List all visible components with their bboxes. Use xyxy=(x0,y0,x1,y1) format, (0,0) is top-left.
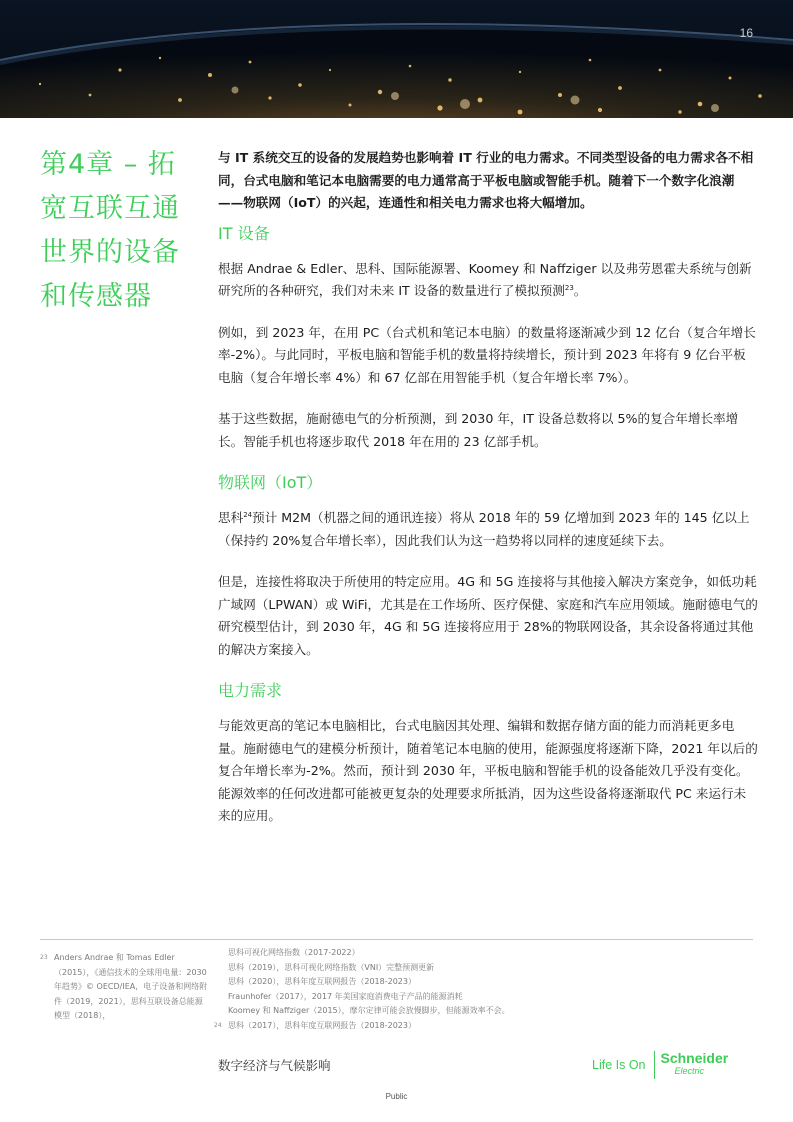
earth-at-night-image xyxy=(0,0,793,118)
iot-paragraph-2: 但是，连接性将取决于所使用的特定应用。4G 和 5G 连接将与其他接入解决方案竞争，如低功耗广域网（LPWAN）或 WiFi，尤其是在工作场所、医疗保健、家庭和汽车应用领域。施耐德电气的研究模型估计，到 2030 年，4G 和 5G 连接将应用于 28%的物联网设备，其余设备将通过其他的解决方案接入。 xyxy=(218,574,758,657)
intro-paragraph: 与 IT 系统交互的设备的发展趋势也影响着 IT 行业的电力需求。不同类型设备的电力需求各不相同，台式电脑和笔记本电脑需要的电力通常高于平板电脑或智能手机。随着下一个数字化浪潮——物联网（IoT）的兴起，连通性和相关电力需求也将大幅增加。 xyxy=(218,150,754,210)
it-paragraph-1: 根据 Andrae & Edler、思科、国际能源署、Koomey 和 Naffziger 以及弗劳恩霍夫系统与创新研究所的各种研究，我们对未来 IT 设备的数量进行了模拟预测$^{23}$。 xyxy=(218,260,752,298)
section-heading-it-devices: IT 设备 xyxy=(218,223,270,243)
chapter-title: 第4章 – 拓宽互联互通世界的设备和传感器 xyxy=(40,149,180,312)
footnote-ref-23[interactable]: 23 xyxy=(564,283,574,292)
page-number: 16 xyxy=(739,26,753,40)
brand-divider xyxy=(654,1051,655,1079)
classification-label: Public xyxy=(385,1092,408,1101)
it-paragraph-2: 例如，到 2023 年，在用 PC（台式机和笔记本电脑）的数量将逐渐减少到 12 亿台（复合年增长率-2%）。与此同时，平板电脑和智能手机的数量将持续增长，预计到 2023 年将有 9 亿台平板电脑（复合年增长率 4%）和 67 亿部在用智能手机（复合年增长率 7%）。 xyxy=(218,324,756,385)
footnote-ref-24[interactable]: 24 xyxy=(243,510,253,519)
main-content xyxy=(218,147,758,847)
section-heading-power-demand: 电力需求 xyxy=(218,681,283,700)
schneider-electric-logo: Schneider Electric xyxy=(660,1050,729,1076)
section-heading-iot: 物联网（IoT） xyxy=(218,473,323,492)
schneider-brand xyxy=(592,1050,728,1080)
footnote-mark-23: 23 xyxy=(40,954,48,961)
footnote-divider xyxy=(40,939,753,940)
footnote-mark-24: 24 xyxy=(214,1021,222,1029)
iot-paragraph-1: 思科$^{24}$预计 M2M（机器之间的通讯连接）将从 2018 年的 59 亿增加到 2023 年的 145 亿以上（保持约 20%复合年增长率），因此我们认为这一趋势将以同样的速度延续下去。 xyxy=(218,510,750,548)
footnote-23-right: 思科可视化网络指数（2017-2022） 思科（2019），思科可视化网络指数（VNI）完整预测更新 思科（2020），思科年度互联网报告（2018-2023） Fraunhofer（2017），2017 年美国家庭消费电子产品的能源消耗 Koomey 和 Naffziger（2015），摩尔定律可能会放慢脚步，但能源效率不会。 24 思科（2017），思科年度互联网报告（2018-2023） xyxy=(214,946,534,1033)
footnote-24: 24 思科（2017），思科年度互联网报告（2018-2023） xyxy=(214,1019,534,1034)
footer-title: 数字经济与气候影响 xyxy=(218,1058,331,1073)
power-paragraph-1: 与能效更高的笔记本电脑相比，台式电脑因其处理、编辑和数据存储方面的能力而消耗更多电量。施耐德电气的建模分析预计，随着笔记本电脑的使用，能源强度将逐渐下降，2021 年以后的复合年增长率为-2%。然而，预计到 2030 年，平板电脑和智能手机的设备能效几乎没有变化。能源效率的任何改进都可能被更复杂的处理要求所抵消，因为这些设备将逐渐取代 PC 来运行未来的应用。 xyxy=(218,718,758,823)
header-image xyxy=(0,0,793,118)
footnote-23-left: 23 Anders Andrae 和 Tomas Edler （2015），《通信技术的全球用电量：2030 年趋势》© OECD/IEA，电子设备和网络附件（2019，2021），思科互联设备总能源模型（2018）， xyxy=(40,953,208,1020)
life-is-on-tagline: Life Is On xyxy=(592,1058,646,1072)
it-paragraph-3: 基于这些数据，施耐德电气的分析预测，到 2030 年，IT 设备总数将以 5%的复合年增长率增长。智能手机也将逐步取代 2018 年在用的 23 亿部手机。 xyxy=(218,411,739,449)
